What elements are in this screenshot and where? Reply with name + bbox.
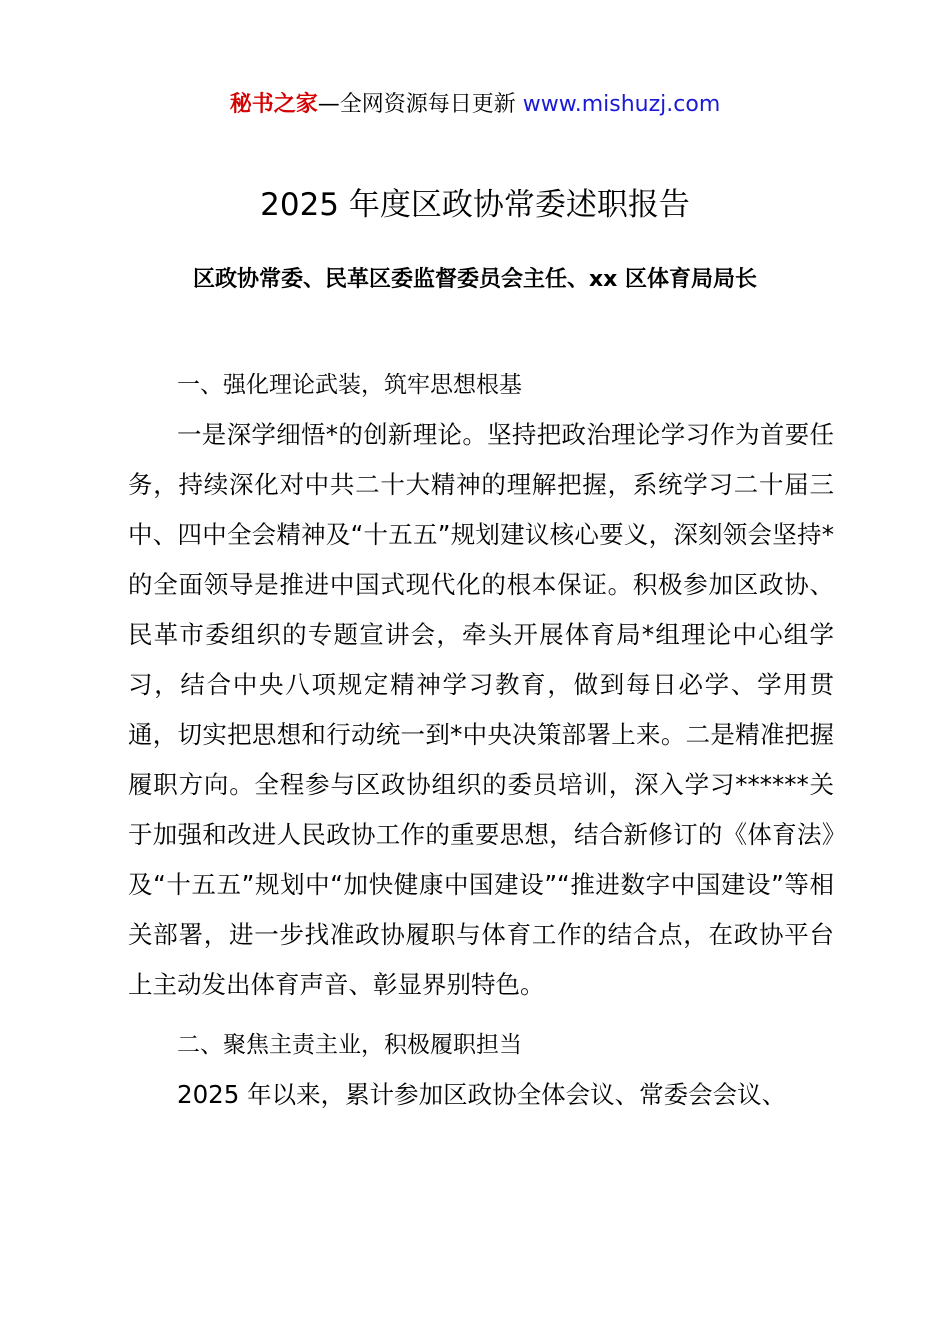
- site-header: [0, 86, 950, 124]
- site-tagline: —全网资源每日更新: [317, 92, 516, 117]
- site-url-link[interactable]: www.mishuzj.com: [522, 92, 721, 117]
- document-subtitle: 区政协常委、民革区委监督委员会主任、xx 区体育局局长: [192, 267, 758, 292]
- section-heading-1: 一、强化理论武装，筑牢思想根基: [177, 372, 522, 398]
- site-brand: 秘书之家: [229, 92, 318, 117]
- section-heading-2: 二、聚焦主责主业，积极履职担当: [177, 1032, 522, 1058]
- document-body: [128, 360, 834, 1120]
- section-paragraph-1: 一是深学细悟*的创新理论。坚持把政治理论学习作为首要任务，持续深化对中共二十大精神的理解把握，系统学习二十届三中、四中全会精神及“十五五”规划建议核心要义，深刻领会坚持*的全面领导是推进中国式现代化的根本保证。积极参加区政协、民革市委组织的专题宣讲会，牵头开展体育局*组理论中心组学习，结合中央八项规定精神学习教育，做到每日必学、学用贯通，切实把思想和行动统一到*中央决策部署上来。二是精准把握履职方向。全程参与区政协组织的委员培训，深入学习******关于加强和改进人民政协工作的重要思想，结合新修订的《体育法》及“十五五”规划中“加快健康中国建设”“推进数字中国建设”等相关部署，进一步找准政协履职与体育工作的结合点，在政协平台上主动发出体育声音、彰显界别特色。: [128, 420, 834, 999]
- document-title: 2025 年度区政协常委述职报告: [260, 187, 690, 223]
- section-paragraph-2: 2025 年以来，累计参加区政协全体会议、常委会会议、: [177, 1080, 787, 1109]
